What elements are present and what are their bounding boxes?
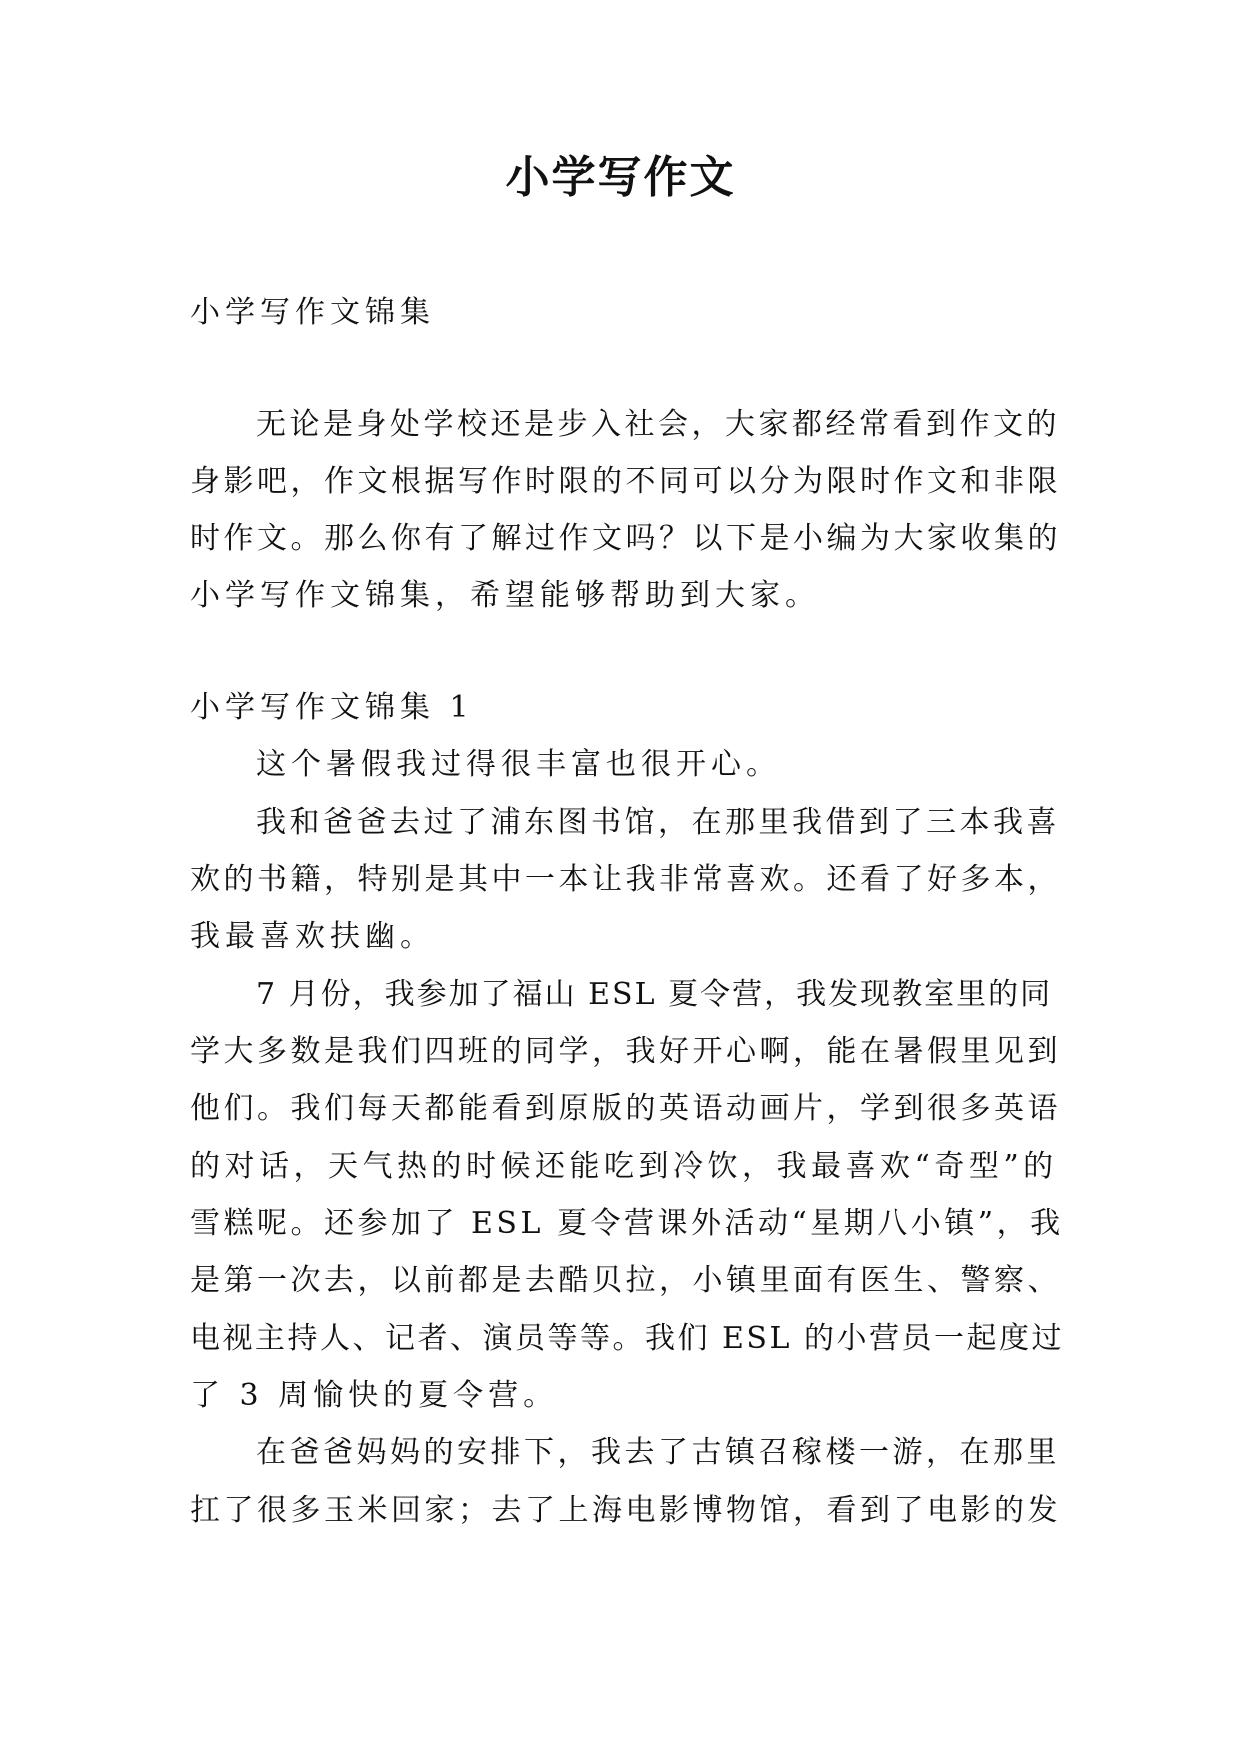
body-line: 电视主持人、记者、演员等等。我们 ESL 的小营员一起度过 bbox=[190, 1321, 1064, 1356]
document-subtitle: 小学写作文锦集 bbox=[190, 295, 435, 330]
body-line: 了 3 周愉快的夏令营。 bbox=[190, 1378, 559, 1413]
body-line: 雪糕呢。还参加了 ESL 夏令营课外活动“星期八小镇”，我 bbox=[190, 1206, 1064, 1241]
body-line: 扛了很多玉米回家；去了上海电影博物馆，看到了电影的发 bbox=[190, 1493, 1061, 1528]
body-line: 我和爸爸去过了浦东图书馆，在那里我借到了三本我喜 bbox=[256, 805, 1060, 840]
section-heading: 小学写作文锦集 1 bbox=[190, 690, 474, 725]
body-line: 欢的书籍，特别是其中一本让我非常喜欢。还看了好多本， bbox=[190, 862, 1061, 897]
body-line: 7 月份，我参加了福山 ESL 夏令营，我发现教室里的同 bbox=[256, 977, 1053, 1012]
body-line: 在爸爸妈妈的安排下，我去了古镇召稼楼一游，在那里 bbox=[256, 1435, 1060, 1470]
body-line: 学大多数是我们四班的同学，我好开心啊，能在暑假里见到 bbox=[190, 1034, 1061, 1069]
intro-line: 身影吧，作文根据写作时限的不同可以分为限时作文和非限 bbox=[190, 464, 1061, 499]
body-line: 的对话，天气热的时候还能吃到冷饮，我最喜欢“奇型”的 bbox=[190, 1149, 1058, 1184]
body-line: 是第一次去，以前都是去酷贝拉，小镇里面有医生、警察、 bbox=[190, 1263, 1061, 1298]
intro-line: 无论是身处学校还是步入社会，大家都经常看到作文的 bbox=[256, 407, 1060, 442]
body-line: 我最喜欢扶幽。 bbox=[190, 919, 435, 954]
body-line: 这个暑假我过得很丰富也很开心。 bbox=[256, 747, 781, 782]
document-title: 小学写作文 bbox=[505, 152, 736, 203]
body-line: 他们。我们每天都能看到原版的英语动画片，学到很多英语 bbox=[190, 1091, 1061, 1126]
intro-line: 时作文。那么你有了解过作文吗？以下是小编为大家收集的 bbox=[190, 521, 1061, 556]
intro-line: 小学写作文锦集，希望能够帮助到大家。 bbox=[190, 578, 820, 613]
